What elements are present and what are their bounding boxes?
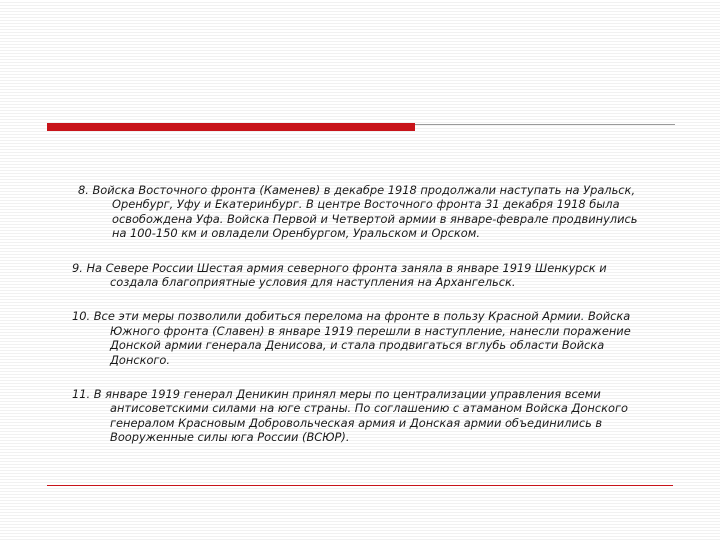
paragraph-8 [70,183,710,241]
paragraph-11 [70,387,710,445]
paragraph-line: Оренбург, Уфу и Екатеринбург. В центре Восточного фронта 31 декабря 1918 была [112,197,620,212]
paragraph-line: на 100-150 км и овладели Оренбургом, Уральском и Орском. [112,226,480,241]
bottom-rule [47,485,673,486]
paragraph-line: Южного фронта (Славен) в январе 1919 перешли в наступление, нанесли поражение [110,323,631,338]
top-thin-rule [415,124,675,125]
top-accent-bar [47,123,415,131]
paragraph-9 [70,261,710,290]
slide-body [70,183,710,465]
paragraph-line: Донского. [110,352,171,367]
paragraph-line: антисоветскими силами на юге страны. По соглашению с атаманом Войска Донского [110,401,628,416]
paragraph-line: освобождена Уфа. Войска Первой и Четвертой армии в январе-феврале продвинулись [112,211,638,226]
paragraph-line: 11. В январе 1919 генерал Деникин принял меры по централизации управления всеми [72,387,601,402]
paragraph-line: 9. На Севере России Шестая армия северного фронта заняла в январе 1919 Шенкурск и [72,260,607,275]
paragraph-line: генералом Красновым Добровольческая армия и Донская армии объединились в [110,415,603,430]
paragraph-line: 10. Все эти меры позволили добиться перелома на фронте в пользу Красной Армии. Войска [72,309,631,324]
paragraph-line: 8. Войска Восточного фронта (Каменев) в декабре 1918 продолжали наступать на Уральск, [78,183,636,197]
paragraph-line: создала благоприятные условия для наступления на Архангельск. [110,275,516,290]
paragraph-line: Донской армии генерала Денисова, и стала продвигаться вглубь области Войска [110,338,605,353]
paragraph-line: Вооруженные силы юга России (ВСЮР). [110,430,350,445]
paragraph-10 [70,309,710,367]
